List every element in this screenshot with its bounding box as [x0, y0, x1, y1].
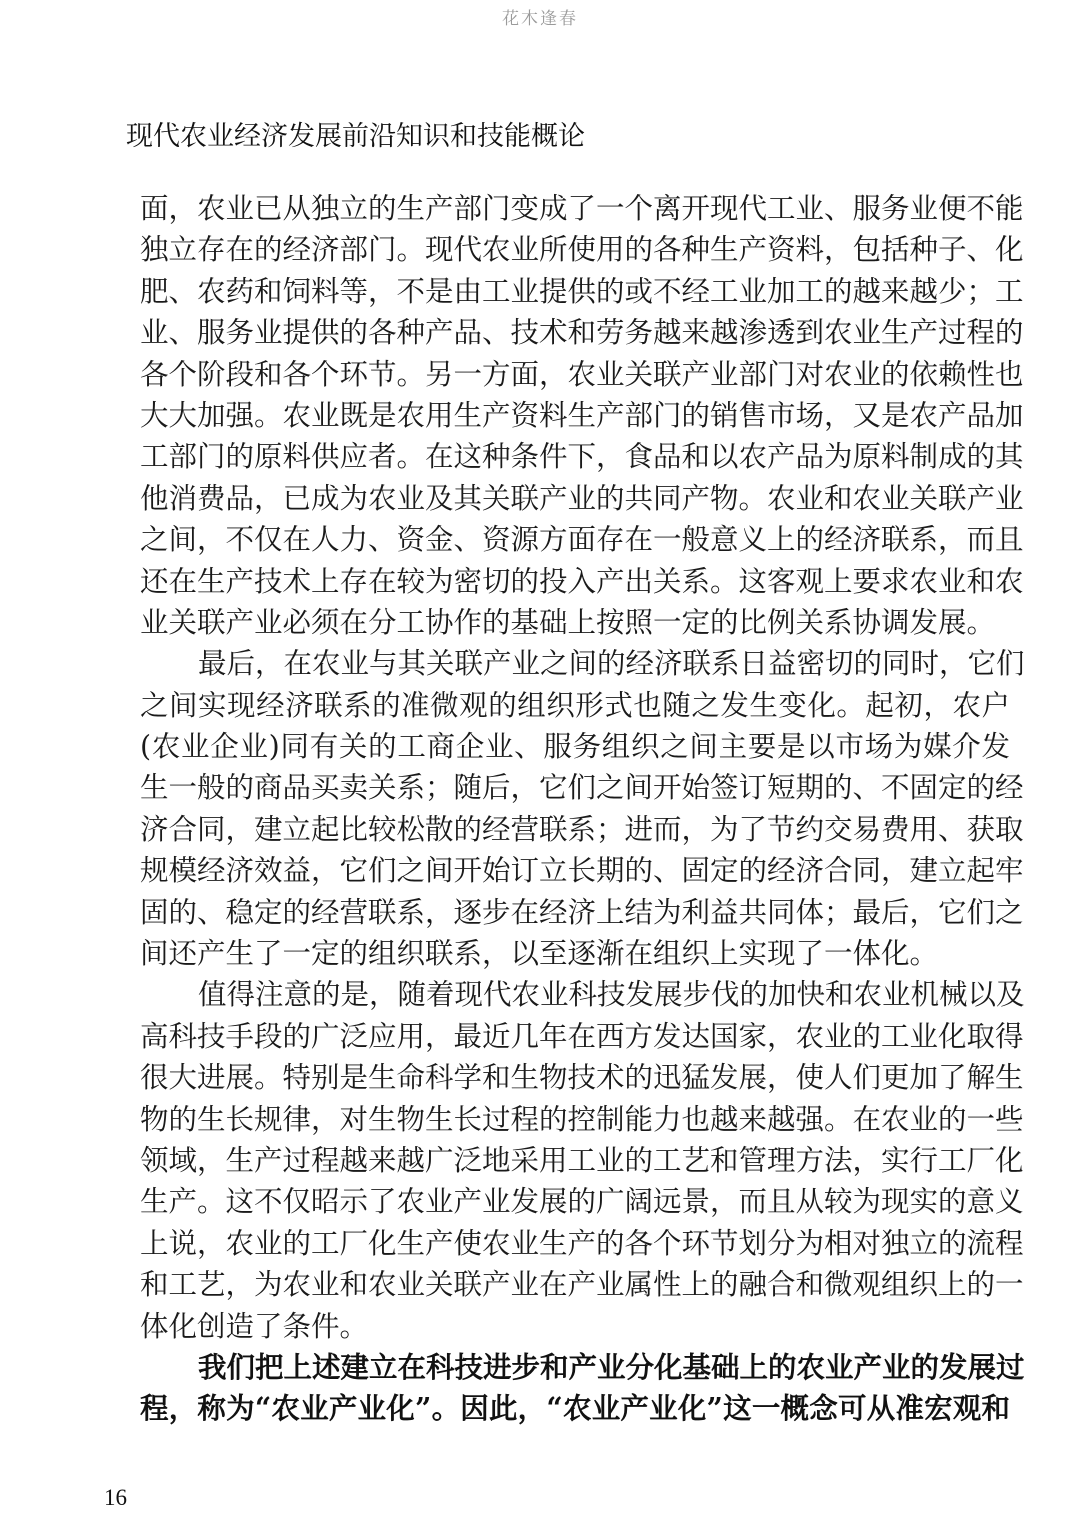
running-header-title: 现代农业经济发展前沿知识和技能概论: [126, 121, 585, 152]
text-line: 生产。这不仅昭示了农业产业发展的广阔远景，而且从较为现实的意义: [140, 1185, 1024, 1219]
text-line: 之间，不仅在人力、资金、资源方面存在一般意义上的经济联系，而且: [140, 523, 1024, 557]
text-line: 最后，在农业与其关联产业之间的经济联系日益密切的同时，它们: [198, 647, 1025, 681]
text-line: 固的、稳定的经营联系，逐步在经济上结为利益共同体；最后，它们之: [140, 895, 1024, 929]
text-line: 物的生长规律，对生物生长过程的控制能力也越来越强。在农业的一些: [140, 1102, 1024, 1136]
text-line: 业、服务业提供的各种产品、技术和劳务越来越渗透到农业生产过程的: [140, 316, 1024, 350]
text-line: 程，称为“农业产业化”。因此，“农业产业化”这一概念可从准宏观和: [140, 1391, 1010, 1426]
body-text: [140, 188, 1025, 1430]
text-line: 体化创造了条件。: [140, 1309, 369, 1343]
text-line: (农业企业)同有关的工商企业、服务组织之间主要是以市场为媒介发: [140, 730, 1010, 764]
text-line: 肥、农药和饲料等，不是由工业提供的或不经工业加工的越来越少；工: [140, 274, 1024, 308]
text-line: 上说，农业的工厂化生产使农业生产的各个环节划分为相对独立的流程: [140, 1226, 1024, 1260]
paragraph-3: [140, 974, 1025, 1347]
paragraph-2: [140, 643, 1025, 974]
text-line: 独立存在的经济部门。现代农业所使用的各种生产资料，包括种子、化: [140, 233, 1024, 267]
text-line: 领域，生产过程越来越广泛地采用工业的工艺和管理方法，实行工厂化: [140, 1143, 1024, 1177]
text-line: 生一般的商品买卖关系；随后，它们之间开始签订短期的、不固定的经: [140, 771, 1024, 805]
text-line: 济合同，建立起比较松散的经营联系；进而，为了节约交易费用、获取: [140, 812, 1024, 846]
text-line: 之间实现经济联系的准微观的组织形式也随之发生变化。起初，农户: [140, 688, 1010, 722]
text-line: 规模经济效益，它们之间开始订立长期的、固定的经济合同，建立起牢: [140, 854, 1024, 888]
text-line: 和工艺，为农业和农业关联产业在产业属性上的融合和微观组织上的一: [140, 1268, 1024, 1302]
paragraph-4: [140, 1347, 1025, 1430]
text-line: 各个阶段和各个环节。另一方面，农业关联产业部门对农业的依赖性也: [140, 357, 1024, 391]
text-line: 我们把上述建立在科技进步和产业分化基础上的农业产业的发展过: [198, 1349, 1025, 1384]
text-line: 值得注意的是，随着现代农业科技发展步伐的加快和农业机械以及: [198, 978, 1025, 1012]
text-line: 还在生产技术上存在较为密切的投入产出关系。这客观上要求农业和农: [140, 564, 1024, 598]
text-line: 面，农业已从独立的生产部门变成了一个离开现代工业、服务业便不能: [140, 192, 1024, 225]
text-line: 大大加强。农业既是农用生产资料生产部门的销售市场，又是农产品加: [140, 398, 1024, 432]
text-line: 工部门的原料供应者。在这种条件下，食品和以农产品为原料制成的其: [140, 440, 1024, 474]
watermark-text: 花木逢春: [502, 9, 578, 29]
text-line: 业关联产业必须在分工协作的基础上按照一定的比例关系协调发展。: [140, 605, 996, 639]
text-line: 他消费品，已成为农业及其关联产业的共同产物。农业和农业关联产业: [140, 481, 1024, 515]
paragraph-1: [140, 188, 1024, 643]
text-line: 很大进展。特别是生命科学和生物技术的迅猛发展，使人们更加了解生: [140, 1061, 1024, 1095]
page-number: 16: [104, 1485, 127, 1510]
text-line: 间还产生了一定的组织联系，以至逐渐在组织上实现了一体化。: [140, 937, 939, 971]
text-line: 高科技手段的广泛应用，最近几年在西方发达国家，农业的工业化取得: [140, 1019, 1024, 1053]
